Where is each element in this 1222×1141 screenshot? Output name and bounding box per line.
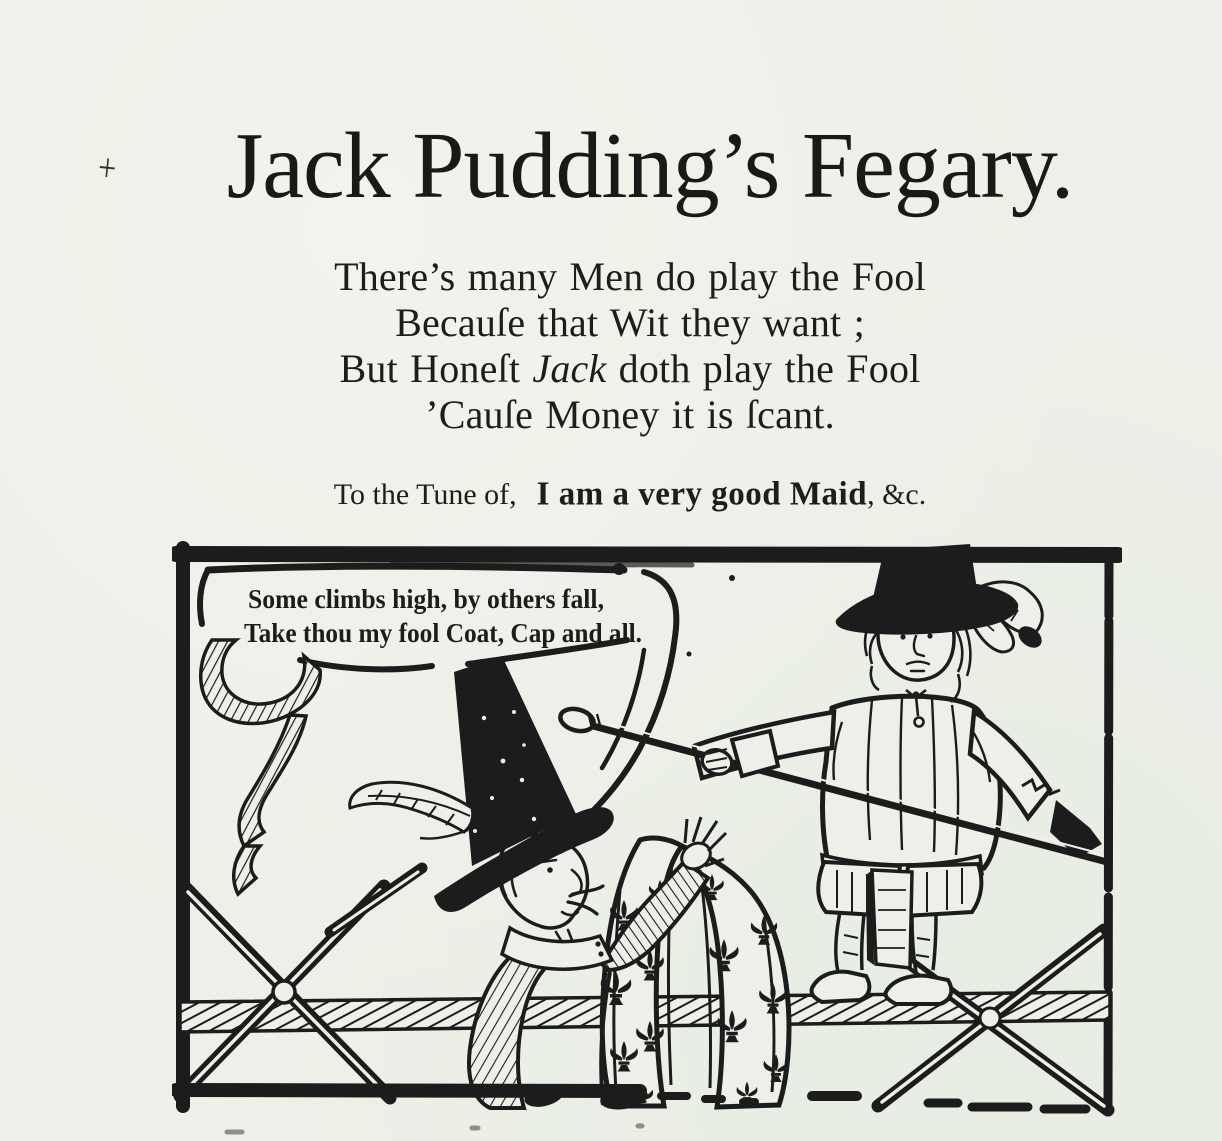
tune-label: To the Tune of, — [333, 478, 517, 511]
woodcut-illustration — [172, 540, 1122, 1141]
verse-block — [20, 254, 1222, 438]
walker-right-shoe — [885, 976, 951, 1004]
banner-ribbon-tail — [201, 640, 321, 894]
banner-line-1: Some climbs high, by others fall, — [248, 584, 604, 614]
verse-line-3-prefix: But Honeſt — [339, 346, 533, 391]
verse-line-3 — [20, 346, 1222, 392]
margin-cross-mark: + — [95, 144, 119, 191]
verse-line-3-jack-italic: Jack — [532, 346, 607, 391]
verse-line-1: There’s many Men do play the Fool — [334, 254, 926, 299]
jack-hat-feather — [350, 782, 473, 832]
ground-line — [176, 1090, 1086, 1132]
verse-line-2: Becauſe that Wit they want ; — [395, 300, 865, 345]
left-trestle — [180, 868, 422, 1098]
tune-suffix: , &c. — [867, 478, 927, 511]
walker-left-shoe — [811, 972, 869, 1002]
tune-line — [20, 476, 1222, 513]
banner-line-2: Take thou my fool Coat, Cap and all. — [244, 618, 642, 648]
walker-breeches-right — [904, 864, 981, 916]
page-title: Jack Pudding’s Fegary. — [226, 114, 1074, 218]
verse-line-3-suffix: doth play the Fool — [606, 346, 921, 391]
tune-name-blackletter: I am a very good Maid — [536, 475, 868, 513]
verse-line-4: ’Cauſe Money it is ſcant. — [425, 392, 835, 437]
walker-front-flap — [872, 870, 912, 968]
